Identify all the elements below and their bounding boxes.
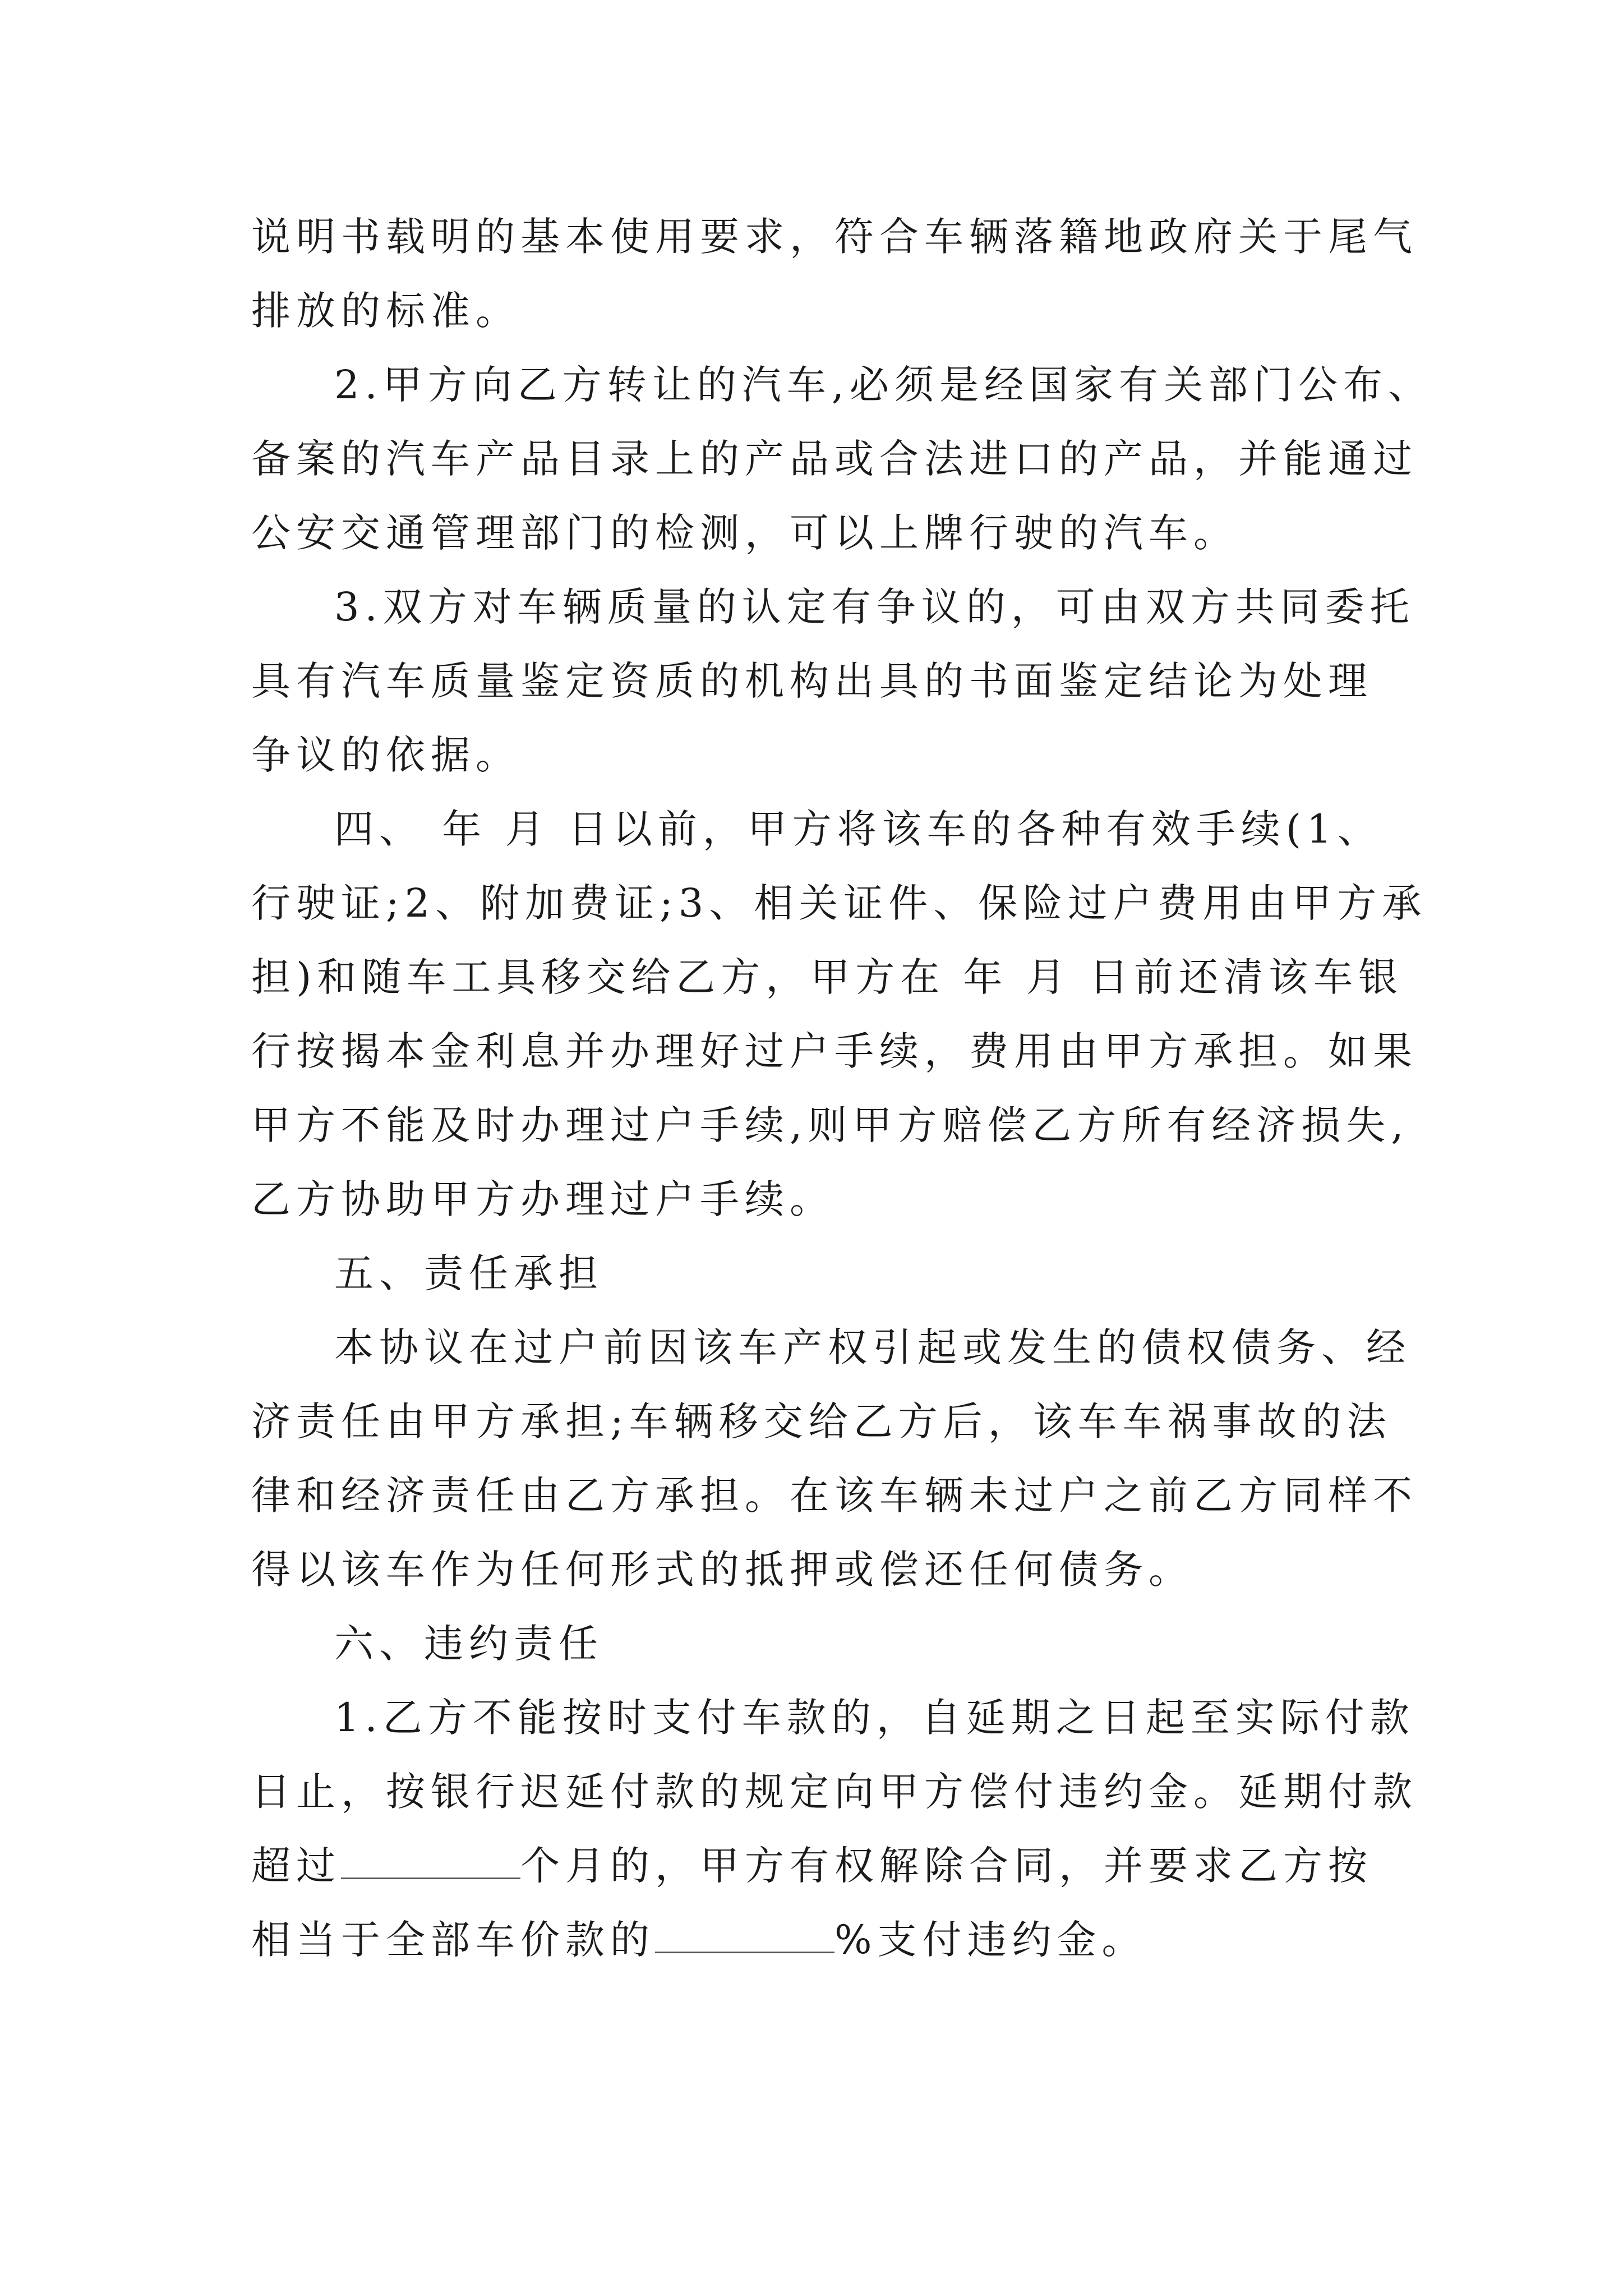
text-line: 得以该车作为任何形式的抵押或偿还任何债务。: [251, 1547, 1193, 1593]
text-fragment: 个月的，甲方有权解除合同，并要求乙方按: [520, 1843, 1373, 1889]
text-line: [251, 1829, 1407, 1903]
text-line: 1.乙方不能按时支付车款的，自延期之日起至实际付款: [334, 1695, 1415, 1741]
text-line: [251, 1903, 1407, 1977]
text-line: 律和经济责任由乙方承担。在该车辆未过户之前乙方同样不: [251, 1473, 1418, 1519]
text-fragment: 超过: [251, 1843, 341, 1889]
text-fragment: %支付违约金。: [834, 1917, 1147, 1963]
text-line: 备案的汽车产品目录上的产品或合法进口的产品，并能通过: [251, 436, 1418, 482]
text-line: 担)和随车工具移交给乙方，甲方在 年 月 日前还清该车银: [251, 954, 1404, 1000]
text-line: 乙方协助甲方办理过户手续。: [251, 1176, 834, 1222]
text-line: 本协议在过户前因该车产权引起或发生的债权债务、经: [334, 1324, 1411, 1370]
text-line: 争议的依据。: [251, 732, 520, 778]
fill-in-blank[interactable]: [341, 1846, 520, 1879]
text-line: 济责任由甲方承担;车辆移交给乙方后，该车车祸事故的法: [251, 1398, 1392, 1444]
section-heading: 六、违约责任: [334, 1621, 603, 1667]
text-fragment: 相当于全部车价款的: [251, 1917, 655, 1963]
contract-body: [251, 200, 1433, 1977]
text-line: 说明书载明的基本使用要求，符合车辆落籍地政府关于尾气: [251, 214, 1418, 260]
text-line: 行按揭本金利息并办理好过户手续，费用由甲方承担。如果: [251, 1028, 1418, 1074]
fill-in-blank[interactable]: [655, 1920, 834, 1953]
text-line: 3.双方对车辆质量的认定有争议的，可由双方共同委托: [334, 584, 1415, 630]
text-line: 四、 年 月 日以前，甲方将该车的各种有效手续(1、: [334, 806, 1382, 852]
text-line: 日止，按银行迟延付款的规定向甲方偿付违约金。延期付款: [251, 1769, 1418, 1815]
text-line: 甲方不能及时办理过户手续,则甲方赔偿乙方所有经济损失,: [251, 1102, 1409, 1148]
section-heading: 五、责任承担: [334, 1250, 603, 1296]
text-line: 具有汽车质量鉴定资质的机构出具的书面鉴定结论为处理: [251, 658, 1373, 704]
text-line: 排放的标准。: [251, 288, 520, 334]
text-line: 公安交通管理部门的检测，可以上牌行驶的汽车。: [251, 510, 1238, 556]
text-line: 行驶证;2、附加费证;3、相关证件、保险过户费用由甲方承: [251, 880, 1427, 926]
text-line: 2.甲方向乙方转让的汽车,必须是经国家有关部门公布、: [334, 362, 1433, 408]
